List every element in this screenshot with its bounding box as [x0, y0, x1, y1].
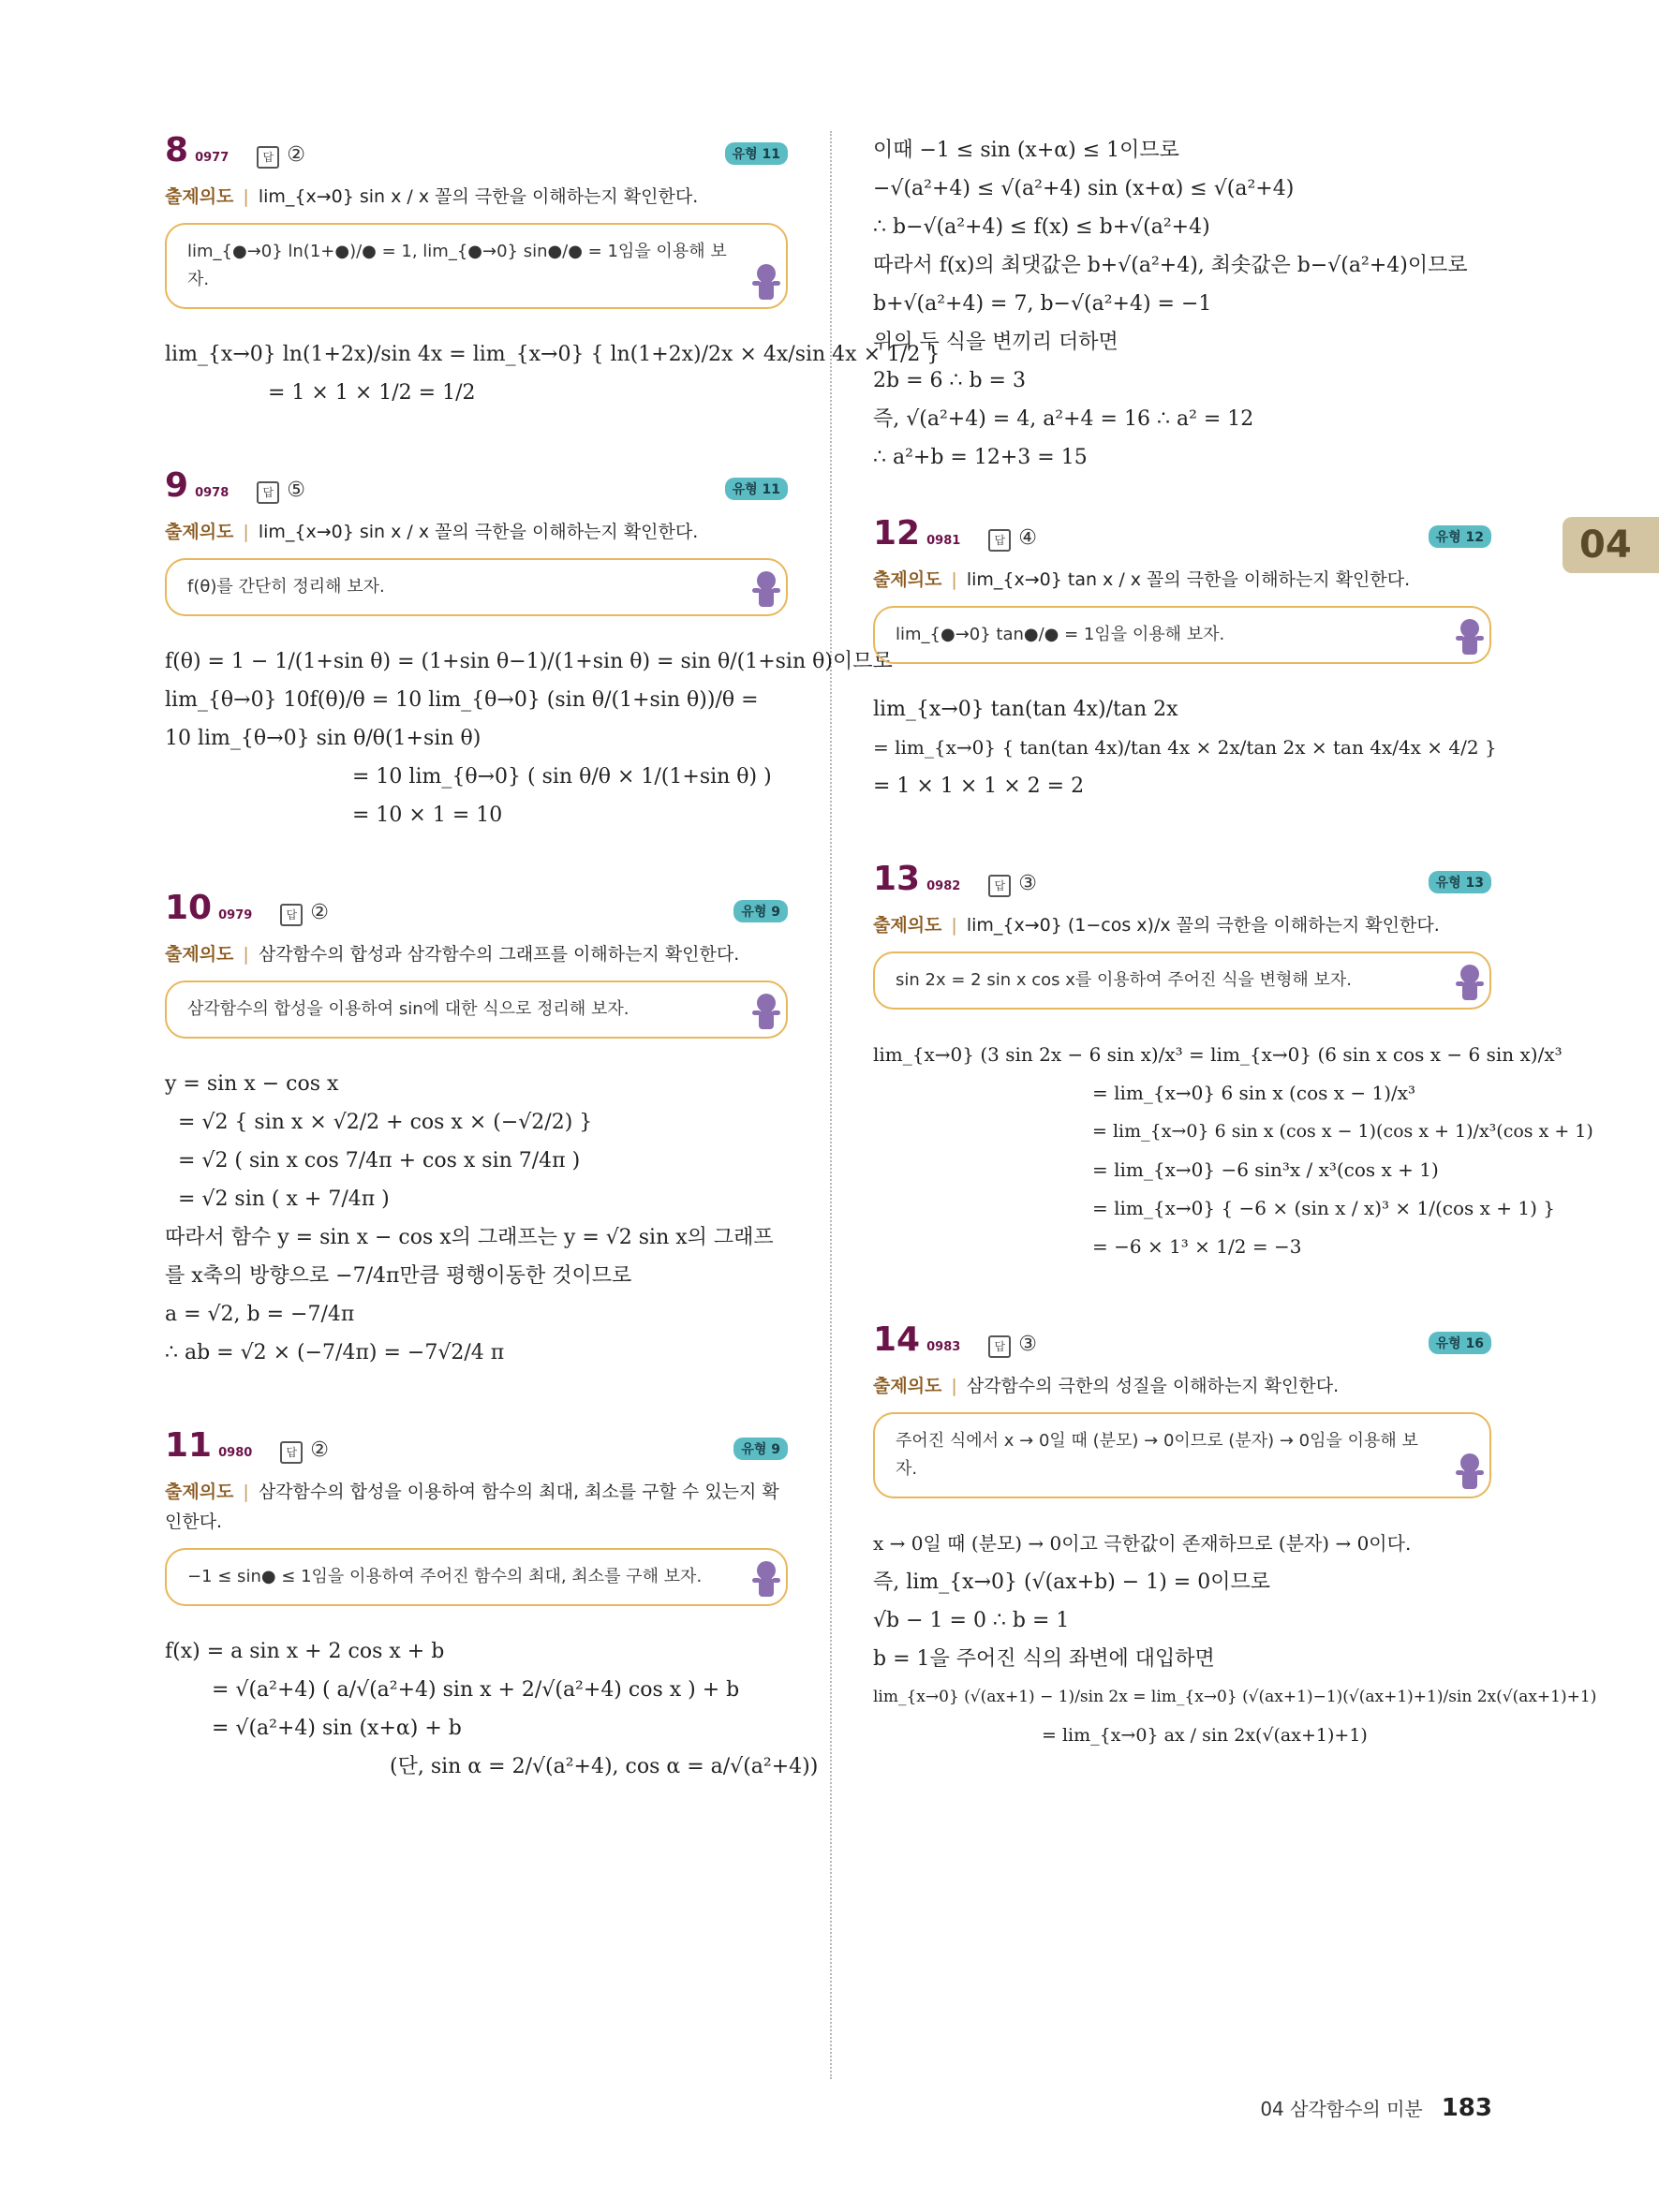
solution-line: 를 x축의 방향으로 −7/4π만큼 평행이동한 것이므로 [165, 1264, 632, 1288]
page-footer [1260, 2094, 1492, 2122]
mascot-icon [752, 571, 780, 612]
footer-chapter: 04 삼각함수의 미분 [1260, 2098, 1423, 2120]
solution-line: 따라서 함수 y = sin x − cos x의 그래프는 y = √2 sin x의 그래프 [165, 1226, 774, 1249]
solution-line: = lim_{x→0} 6 sin x (cos x − 1)/x³ [1092, 1082, 1416, 1104]
hint-text: sin 2x = 2 sin x cos x를 이용하여 주어진 식을 변형해 보자. [896, 970, 1353, 990]
solution-line: f(θ) = 1 − 1/(1+sin θ) = (1+sin θ−1)/(1+sin θ) = sin θ/(1+sin θ)이므로 [165, 650, 893, 673]
hint-text: f(θ)를 간단히 정리해 보자. [187, 577, 385, 597]
intent-label: 출제의도 [165, 944, 234, 965]
intent: 출제의도 | 삼각함수의 극한의 성질을 이해하는지 확인한다. [873, 1376, 1340, 1396]
hint-text: lim_{●→0} ln(1+●)/● = 1, lim_{●→0} sin●/● = 1임을 이용해 보자. [187, 242, 727, 289]
solution-line: x → 0일 때 (분모) → 0이고 극한값이 존재하므로 (분자) → 0이다. [873, 1532, 1412, 1555]
type-badge: 유형 9 [733, 900, 788, 922]
answer: ④ [1018, 526, 1038, 550]
intent: 출제의도 | lim_{x→0} sin x / x 꼴의 극한을 이해하는지 확인한다. [165, 186, 699, 207]
solution-line: = √(a²+4) sin (x+α) + b [212, 1717, 462, 1740]
solution-line: = √2 { sin x × √2/2 + cos x × (−√2/2) } [178, 1111, 593, 1134]
answer: ③ [1018, 872, 1038, 895]
problem-header [873, 860, 1491, 903]
answer: ② [310, 901, 330, 924]
intent-text: lim_{x→0} tan x / x 꼴의 극한을 이해하는지 확인한다. [966, 569, 1411, 590]
chapter-tab: 04 [1563, 517, 1659, 573]
solution-line: 따라서 f(x)의 최댓값은 b+√(a²+4), 최솟값은 b−√(a²+4)이므로 [873, 254, 1468, 277]
mascot-icon [1456, 619, 1484, 660]
intent-label: 출제의도 [165, 1482, 234, 1502]
problem-header [873, 514, 1491, 557]
intent-text: 삼각함수의 극한의 성질을 이해하는지 확인한다. [966, 1376, 1340, 1396]
mascot-icon [752, 1561, 780, 1602]
solution-line: = lim_{x→0} { −6 × (sin x / x)³ × 1/(cos x + 1) } [1092, 1197, 1555, 1219]
solution-line: f(x) = a sin x + 2 cos x + b [165, 1640, 445, 1663]
intent: 출제의도 | lim_{x→0} (1−cos x)/x 꼴의 극한을 이해하는지 확인한다. [873, 915, 1440, 936]
problem-code: 0977 [195, 151, 230, 165]
problem-10 [165, 889, 788, 1372]
hint-text: 주어진 식에서 x → 0일 때 (분모) → 0이므로 (분자) → 0임을 이용해 보자. [896, 1431, 1418, 1479]
solution-line: = lim_{x→0} { tan(tan 4x)/tan 4x × 2x/tan 2x × tan 4x/4x × 4/2 } [873, 736, 1497, 759]
solution-line: ∴ a²+b = 12+3 = 15 [873, 446, 1088, 469]
hint-text: lim_{●→0} tan●/● = 1임을 이용해 보자. [896, 625, 1225, 644]
solution-line: = √2 sin ( x + 7/4π ) [178, 1187, 390, 1211]
problem-header [165, 466, 788, 509]
problem-number: 11 [165, 1426, 213, 1465]
hint-box [165, 981, 788, 1039]
answer: ② [287, 143, 305, 167]
solution-line: = lim_{x→0} 6 sin x (cos x − 1)(cos x + 1)/x³(cos x + 1) [1092, 1121, 1593, 1142]
solution-line: = √2 ( sin x cos 7/4π + cos x sin 7/4π ) [178, 1149, 581, 1172]
column-divider [830, 131, 832, 2079]
mascot-icon [752, 264, 780, 305]
problem-header [873, 1320, 1491, 1364]
mascot-icon [752, 994, 780, 1035]
solution-line: lim_{x→0} ln(1+2x)/sin 4x = lim_{x→0} { ln(1+2x)/2x × 4x/sin 4x × 1/2 } [165, 343, 941, 366]
answer-box-icon: 답 [257, 146, 279, 169]
hint-box [165, 223, 788, 309]
page-number: 183 [1441, 2094, 1492, 2122]
hint-box [165, 558, 788, 616]
solution-line: = √(a²+4) ( a/√(a²+4) sin x + 2/√(a²+4) cos x ) + b [212, 1678, 740, 1702]
intent-text: lim_{x→0} (1−cos x)/x 꼴의 극한을 이해하는지 확인한다. [966, 915, 1440, 936]
type-badge: 유형 16 [1429, 1332, 1491, 1354]
solution-line: a = √2, b = −7/4π [165, 1303, 355, 1326]
intent-label: 출제의도 [165, 186, 234, 207]
intent: 출제의도 | lim_{x→0} tan x / x 꼴의 극한을 이해하는지 확인한다. [873, 569, 1411, 590]
mascot-icon [1456, 1453, 1484, 1495]
intent-text: lim_{x→0} sin x / x 꼴의 극한을 이해하는지 확인한다. [258, 186, 699, 207]
problem-code: 0980 [218, 1446, 253, 1460]
hint-box [873, 606, 1491, 664]
answer-box-icon: 답 [280, 1441, 303, 1464]
hint-box [873, 1412, 1491, 1498]
problem-12 [873, 514, 1497, 805]
problem-code: 0978 [195, 486, 230, 500]
problem-number: 12 [873, 514, 921, 553]
intent: 출제의도 | lim_{x→0} sin x / x 꼴의 극한을 이해하는지 확인한다. [165, 522, 699, 542]
problem-number: 9 [165, 466, 189, 505]
answer-box-icon: 답 [257, 481, 279, 504]
intent-label: 출제의도 [165, 522, 234, 542]
problem-13 [873, 860, 1593, 1266]
hint-text: −1 ≤ sin● ≤ 1임을 이용하여 주어진 함수의 최대, 최소를 구해 보자. [187, 1567, 703, 1586]
answer: ⑤ [287, 479, 305, 502]
solution-line: 2b = 6 ∴ b = 3 [873, 369, 1026, 392]
solution-line: 즉, √(a²+4) = 4, a²+4 = 16 ∴ a² = 12 [873, 407, 1254, 431]
answer-box-icon: 답 [988, 529, 1011, 552]
solution-line: lim_{x→0} tan(tan 4x)/tan 2x [873, 698, 1178, 721]
solution-line: = 1 × 1 × 1/2 = 1/2 [268, 381, 476, 405]
intent: 출제의도 | 삼각함수의 합성을 이용하여 함수의 최대, 최소를 구할 수 있는지 확인한다. [165, 1482, 779, 1532]
solution-line: ∴ ab = √2 × (−7/4π) = −7√2/4 π [165, 1341, 505, 1364]
problem-11 [165, 1426, 819, 1786]
problem-number: 14 [873, 1320, 921, 1359]
hint-box [873, 951, 1491, 1010]
solution-line: = lim_{x→0} ax / sin 2x(√(ax+1)+1) [1042, 1725, 1368, 1746]
answer-box-icon: 답 [280, 904, 303, 926]
solution-line: −√(a²+4) ≤ √(a²+4) sin (x+α) ≤ √(a²+4) [873, 177, 1295, 200]
solution-line: b = 1을 주어진 식의 좌변에 대입하면 [873, 1647, 1215, 1671]
intent-label: 출제의도 [873, 569, 942, 590]
solution-line: (단, sin α = 2/√(a²+4), cos α = a/√(a²+4)) [390, 1755, 819, 1778]
right-column [873, 131, 1597, 1809]
solution-line: 즉, lim_{x→0} (√(ax+b) − 1) = 0이므로 [873, 1571, 1270, 1594]
problem-code: 0982 [926, 879, 961, 893]
solution-line: lim_{x→0} (√(ax+1) − 1)/sin 2x = lim_{x→0} (√(ax+1)−1)(√(ax+1)+1)/sin 2x(√(ax+1)+1) [873, 1688, 1597, 1706]
solution-line: 이때 −1 ≤ sin (x+α) ≤ 1이므로 [873, 139, 1179, 162]
hint-box [165, 1548, 788, 1606]
solution-line: 위의 두 식을 변끼리 더하면 [873, 331, 1118, 354]
intent-text: lim_{x→0} sin x / x 꼴의 극한을 이해하는지 확인한다. [258, 522, 699, 542]
type-badge: 유형 12 [1429, 525, 1491, 548]
problem-header [165, 1426, 788, 1469]
type-badge: 유형 11 [725, 142, 788, 165]
type-badge: 유형 13 [1429, 871, 1491, 893]
solution-line: b+√(a²+4) = 7, b−√(a²+4) = −1 [873, 292, 1212, 316]
solution-line: = 10 × 1 = 10 [352, 804, 503, 827]
problem-11-continued [873, 131, 1491, 477]
problem-8 [165, 131, 941, 412]
solution-line: y = sin x − cos x [165, 1072, 339, 1096]
problem-header [165, 131, 788, 174]
solution-line: lim_{θ→0} 10f(θ)/θ = 10 lim_{θ→0} (sin θ/(1+sin θ))/θ = 10 lim_{θ→0} sin θ/θ(1+sin θ) [165, 688, 759, 750]
answer-box-icon: 답 [988, 875, 1011, 897]
problem-number: 10 [165, 889, 213, 927]
answer-box-icon: 답 [988, 1335, 1011, 1358]
intent-label: 출제의도 [873, 1376, 942, 1396]
type-badge: 유형 9 [733, 1438, 788, 1460]
type-badge: 유형 11 [725, 478, 788, 500]
solution-line: √b − 1 = 0 ∴ b = 1 [873, 1609, 1070, 1632]
solution-line: = lim_{x→0} −6 sin³x / x³(cos x + 1) [1092, 1158, 1439, 1181]
hint-text: 삼각함수의 합성을 이용하여 sin에 대한 식으로 정리해 보자. [187, 999, 630, 1019]
answer: ② [310, 1438, 330, 1462]
problem-code: 0981 [926, 534, 961, 548]
solution-line: lim_{x→0} (3 sin 2x − 6 sin x)/x³ = lim_{x→0} (6 sin x cos x − 6 sin x)/x³ [873, 1043, 1563, 1066]
intent-label: 출제의도 [873, 915, 942, 936]
intent-text: 삼각함수의 합성과 삼각함수의 그래프를 이해하는지 확인한다. [258, 944, 740, 965]
solution-line: ∴ b−√(a²+4) ≤ f(x) ≤ b+√(a²+4) [873, 215, 1210, 239]
problem-number: 8 [165, 131, 189, 170]
solution-line: = −6 × 1³ × 1/2 = −3 [1092, 1235, 1302, 1258]
problem-9 [165, 466, 893, 834]
solution-line: = 1 × 1 × 1 × 2 = 2 [873, 774, 1085, 798]
answer: ③ [1018, 1333, 1038, 1356]
problem-14 [873, 1320, 1597, 1755]
problem-number: 13 [873, 860, 921, 898]
problem-header [165, 889, 788, 932]
problem-code: 0979 [218, 908, 253, 922]
mascot-icon [1456, 965, 1484, 1006]
solution-line: = 10 lim_{θ→0} ( sin θ/θ × 1/(1+sin θ) ) [352, 765, 772, 789]
problem-code: 0983 [926, 1340, 961, 1354]
intent-text: 삼각함수의 합성을 이용하여 함수의 최대, 최소를 구할 수 있는지 확인한다. [165, 1482, 779, 1532]
intent: 출제의도 | 삼각함수의 합성과 삼각함수의 그래프를 이해하는지 확인한다. [165, 944, 740, 965]
